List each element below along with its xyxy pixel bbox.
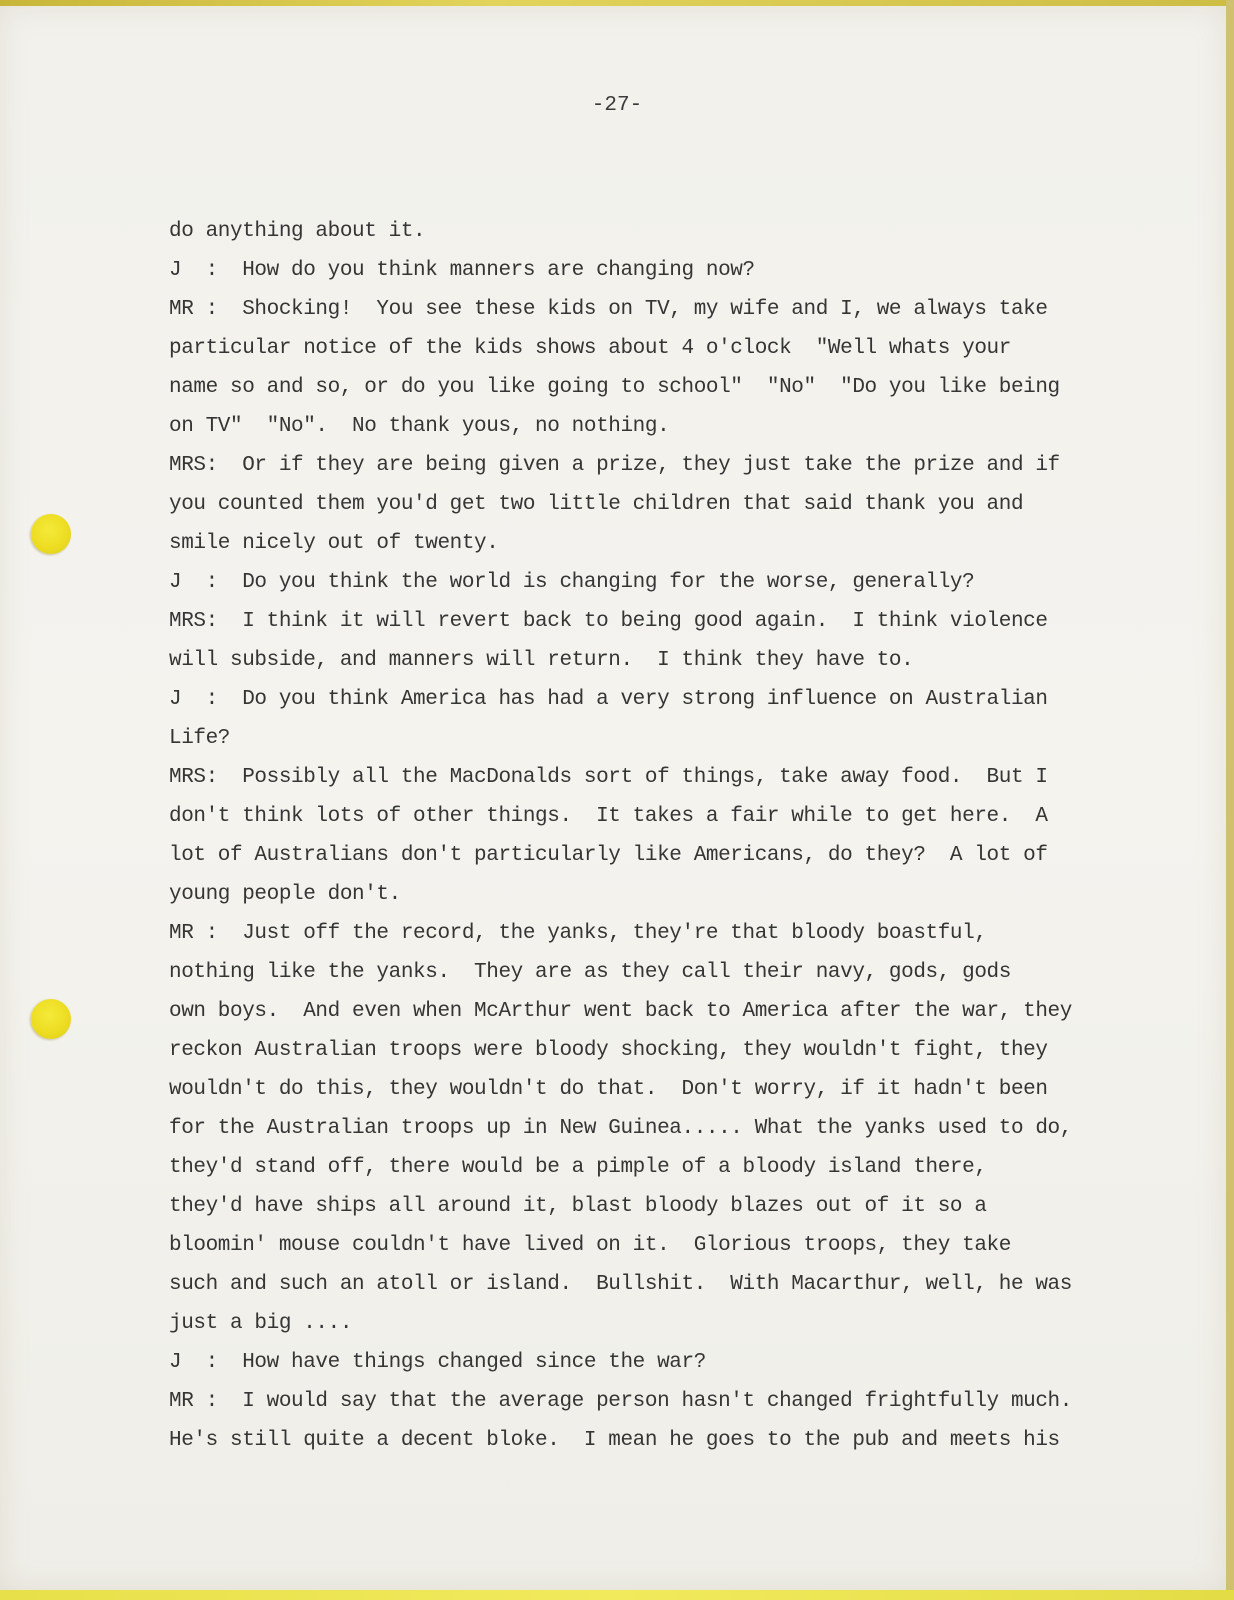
transcript-line: don't think lots of other things. It takes a fair while to get here. A [169, 805, 1048, 828]
binder-hole-lower [31, 999, 71, 1039]
transcript-line: on TV" "No". No thank yous, no nothing. [169, 415, 670, 438]
transcript-line: just a big .... [169, 1312, 353, 1335]
transcript-line: He's still quite a decent bloke. I mean he goes to the pub and meets his [169, 1429, 1060, 1452]
transcript-line: MR : Shocking! You see these kids on TV, my wife and I, we always take [169, 298, 1048, 321]
transcript-line: J : Do you think the world is changing for the worse, generally? [169, 571, 975, 594]
transcript-line: bloomin' mouse couldn't have lived on it. Glorious troops, they take [169, 1234, 1011, 1257]
transcript-line: particular notice of the kids shows about 4 o'clock "Well whats your [169, 337, 1011, 360]
binder-hole-upper [31, 514, 71, 554]
transcript-line: J : Do you think America has had a very strong influence on Australian [169, 688, 1048, 711]
transcript-line: MRS: Possibly all the MacDonalds sort of things, take away food. But I [169, 766, 1048, 789]
transcript-line: lot of Australians don't particularly like Americans, do they? A lot of [169, 844, 1048, 867]
transcript-line: they'd stand off, there would be a pimple of a bloody island there, [169, 1156, 987, 1179]
transcript-line: wouldn't do this, they wouldn't do that. Don't worry, if it hadn't been [169, 1078, 1048, 1101]
transcript-line: MR : I would say that the average person hasn't changed frightfully much. [169, 1390, 1072, 1413]
transcript-line: nothing like the yanks. They are as they call their navy, gods, gods [169, 961, 1011, 984]
transcript-body [169, 212, 1179, 1460]
transcript-line: young people don't. [169, 883, 401, 906]
transcript-line: Life? [169, 727, 231, 750]
transcript-line: smile nicely out of twenty. [169, 532, 499, 555]
transcript-line: name so and so, or do you like going to school" "No" "Do you like being [169, 376, 1060, 399]
transcript-line: own boys. And even when McArthur went back to America after the war, they [169, 1000, 1072, 1023]
right-edge [1226, 0, 1234, 1600]
page-number: -27- [591, 94, 643, 117]
bottom-edge [0, 1590, 1234, 1600]
transcript-line: J : How do you think manners are changing now? [169, 259, 755, 282]
transcript-line: you counted them you'd get two little children that said thank you and [169, 493, 1024, 516]
transcript-line: will subside, and manners will return. I think they have to. [169, 649, 914, 672]
transcript-line: they'd have ships all around it, blast bloody blazes out of it so a [169, 1195, 987, 1218]
transcript-line: MRS: I think it will revert back to being good again. I think violence [169, 610, 1048, 633]
transcript-line: for the Australian troops up in New Guinea..... What the yanks used to do, [169, 1117, 1072, 1140]
transcript-line: reckon Australian troops were bloody shocking, they wouldn't fight, they [169, 1039, 1048, 1062]
transcript-line: MRS: Or if they are being given a prize, they just take the prize and if [169, 454, 1060, 477]
transcript-line: J : How have things changed since the war? [169, 1351, 706, 1374]
transcript-line: MR : Just off the record, the yanks, they're that bloody boastful, [169, 922, 987, 945]
transcript-line: do anything about it. [169, 220, 426, 243]
transcript-line: such and such an atoll or island. Bullshit. With Macarthur, well, he was [169, 1273, 1072, 1296]
